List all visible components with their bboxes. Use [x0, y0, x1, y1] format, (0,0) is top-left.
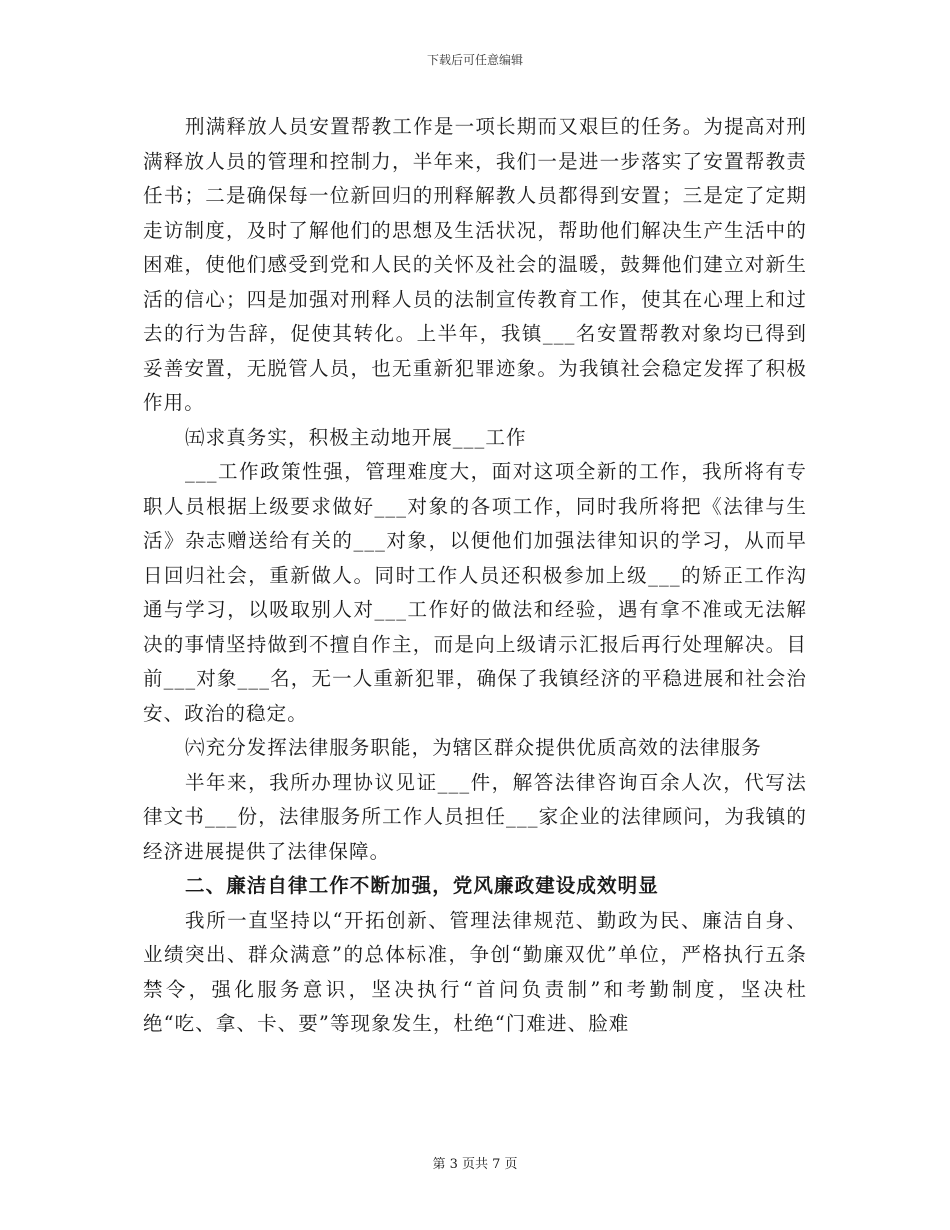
paragraph-correction-work: ___工作政策性强，管理难度大，面对这项全新的工作，我所将有专职人员根据上级要求做好___对象的各项工作，同时我所将把《法律与生活》杂志赠送给有关的___对象，以便他们加强法律知识的学习，从而早日回归社会，重新做人。同时工作人员还积极参加上级___的矫正工作沟通与学习，以吸取别人对___工作好的做法和经验，遇有拿不准或无法解决的事情坚持做到不擅自作主，而是向上级请示汇报后再行处理解决。目前___对象___名，无一人重新犯罪，确保了我镇经济的平稳进展和社会治安、政治的稳定。 [143, 460, 807, 725]
page-number: 第 3 页共 7 页 [432, 1157, 518, 1172]
paragraph-resettlement: 刑满释放人员安置帮教工作是一项长期而又艰巨的任务。为提高对刑满释放人员的管理和控制力，半年来，我们一是进一步落实了安置帮教责任书；二是确保每一位新回归的刑释解教人员都得到安置；三是定了定期走访制度，及时了解他们的思想及生活状况，帮助他们解决生产生活中的困难，使他们感受到党和人民的关怀及社会的温暖，鼓舞他们建立对新生活的信心；四是加强对刑释人员的法制宣传教育工作，使其在心理上和过去的行为告辞，促使其转化。上半年，我镇___名安置帮教对象均已得到妥善安置，无脱管人员，也无重新犯罪迹象。为我镇社会稳定发挥了积极作用。 [143, 115, 807, 414]
page-header: 下载后可任意编辑 [426, 53, 523, 67]
paragraph-integrity: 我所一直坚持以“开拓创新、管理法律规范、勤政为民、廉洁自身、业绩突出、群众满意”的总体标准，争创“勤廉双优”单位，严格执行五条禁令，强化服务意识，坚决执行“首问负责制”和考勤制度，坚决杜绝“吃、拿、卡、要”等现象发生，杜绝“门难进、脸难 [143, 908, 807, 1035]
document-body [143, 110, 807, 1042]
paragraph-legal-services: 半年来，我所办理协议见证___件，解答法律咨询百余人次，代写法律文书___份，法律服务所工作人员担任___家企业的法律顾问，为我镇的经济进展提供了法律保障。 [143, 770, 807, 863]
subheading-five: ㈤求真务实，积极主动地开展___工作 [185, 425, 527, 449]
subheading-six: ㈥充分发挥法律服务职能，为辖区群众提供优质高效的法律服务 [185, 736, 762, 759]
section-heading-two: 二、廉洁自律工作不断加强，党风廉政建设成效明显 [185, 874, 659, 897]
